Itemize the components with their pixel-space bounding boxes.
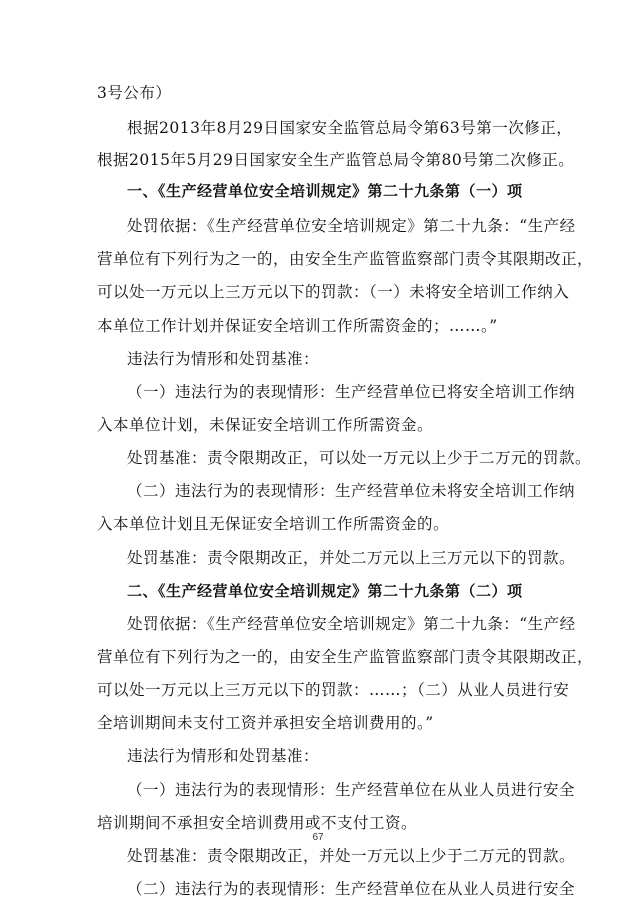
body-line: 全培训期间未支付工资并承担安全培训费用的。” (97, 714, 434, 732)
body-line: 入本单位计划，未保证安全培训工作所需资金。 (97, 416, 434, 434)
body-line: 可以处一万元以上三万元以下的罚款：（一）未将安全培训工作纳入 (97, 283, 570, 301)
body-line: 3号公布） (97, 84, 172, 102)
body-line: （一）违法行为的表现情形：生产经营单位已将安全培训工作纳 (127, 383, 576, 401)
page-number: 67 (312, 832, 324, 843)
body-line: （二）违法行为的表现情形：生产经营单位未将安全培训工作纳 (127, 482, 576, 500)
body-line: 本单位工作计划并保证安全培训工作所需资金的；……。” (97, 317, 498, 335)
body-line: 根据2013年8月29日国家安全监管总局令第63号第一次修正， (127, 119, 573, 137)
body-line: 营单位有下列行为之一的，由安全生产监管监察部门责令其限期改正， (97, 250, 594, 268)
section-heading: 二、《生产经营单位安全培训规定》第二十九条第（二）项 (127, 582, 523, 600)
body-line: 处罚基准：责令限期改正，可以处一万元以上少于二万元的罚款。 (127, 449, 592, 467)
body-line: （一）违法行为的表现情形：生产经营单位在从业人员进行安全 (127, 781, 576, 799)
body-line: 营单位有下列行为之一的，由安全生产监管监察部门责令其限期改正， (97, 648, 594, 666)
body-line: 处罚基准：责令限期改正，并处一万元以上少于二万元的罚款。 (127, 847, 576, 865)
body-line: （二）违法行为的表现情形：生产经营单位在从业人员进行安全 (127, 880, 576, 898)
body-line: 处罚依据：《生产经营单位安全培训规定》第二十九条：“生产经 (127, 615, 576, 633)
body-line: 入本单位计划且无保证安全培训工作所需资金的。 (97, 515, 450, 533)
body-line: 可以处一万元以上三万元以下的罚款：……；（二）从业人员进行安 (97, 681, 570, 699)
body-line: 违法行为情形和处罚基准： (127, 350, 320, 368)
body-line: 根据2015年5月29日国家安全生产监管总局令第80号第二次修正。 (97, 151, 575, 169)
body-line: 培训期间不承担安全培训费用或不支付工资。 (97, 814, 418, 832)
body-line: 违法行为情形和处罚基准： (127, 747, 320, 765)
section-heading: 一、《生产经营单位安全培训规定》第二十九条第（一）项 (127, 182, 523, 200)
body-line: 处罚依据：《生产经营单位安全培训规定》第二十九条：“生产经 (127, 217, 576, 235)
body-line: 处罚基准：责令限期改正，并处二万元以上三万元以下的罚款。 (127, 549, 576, 567)
